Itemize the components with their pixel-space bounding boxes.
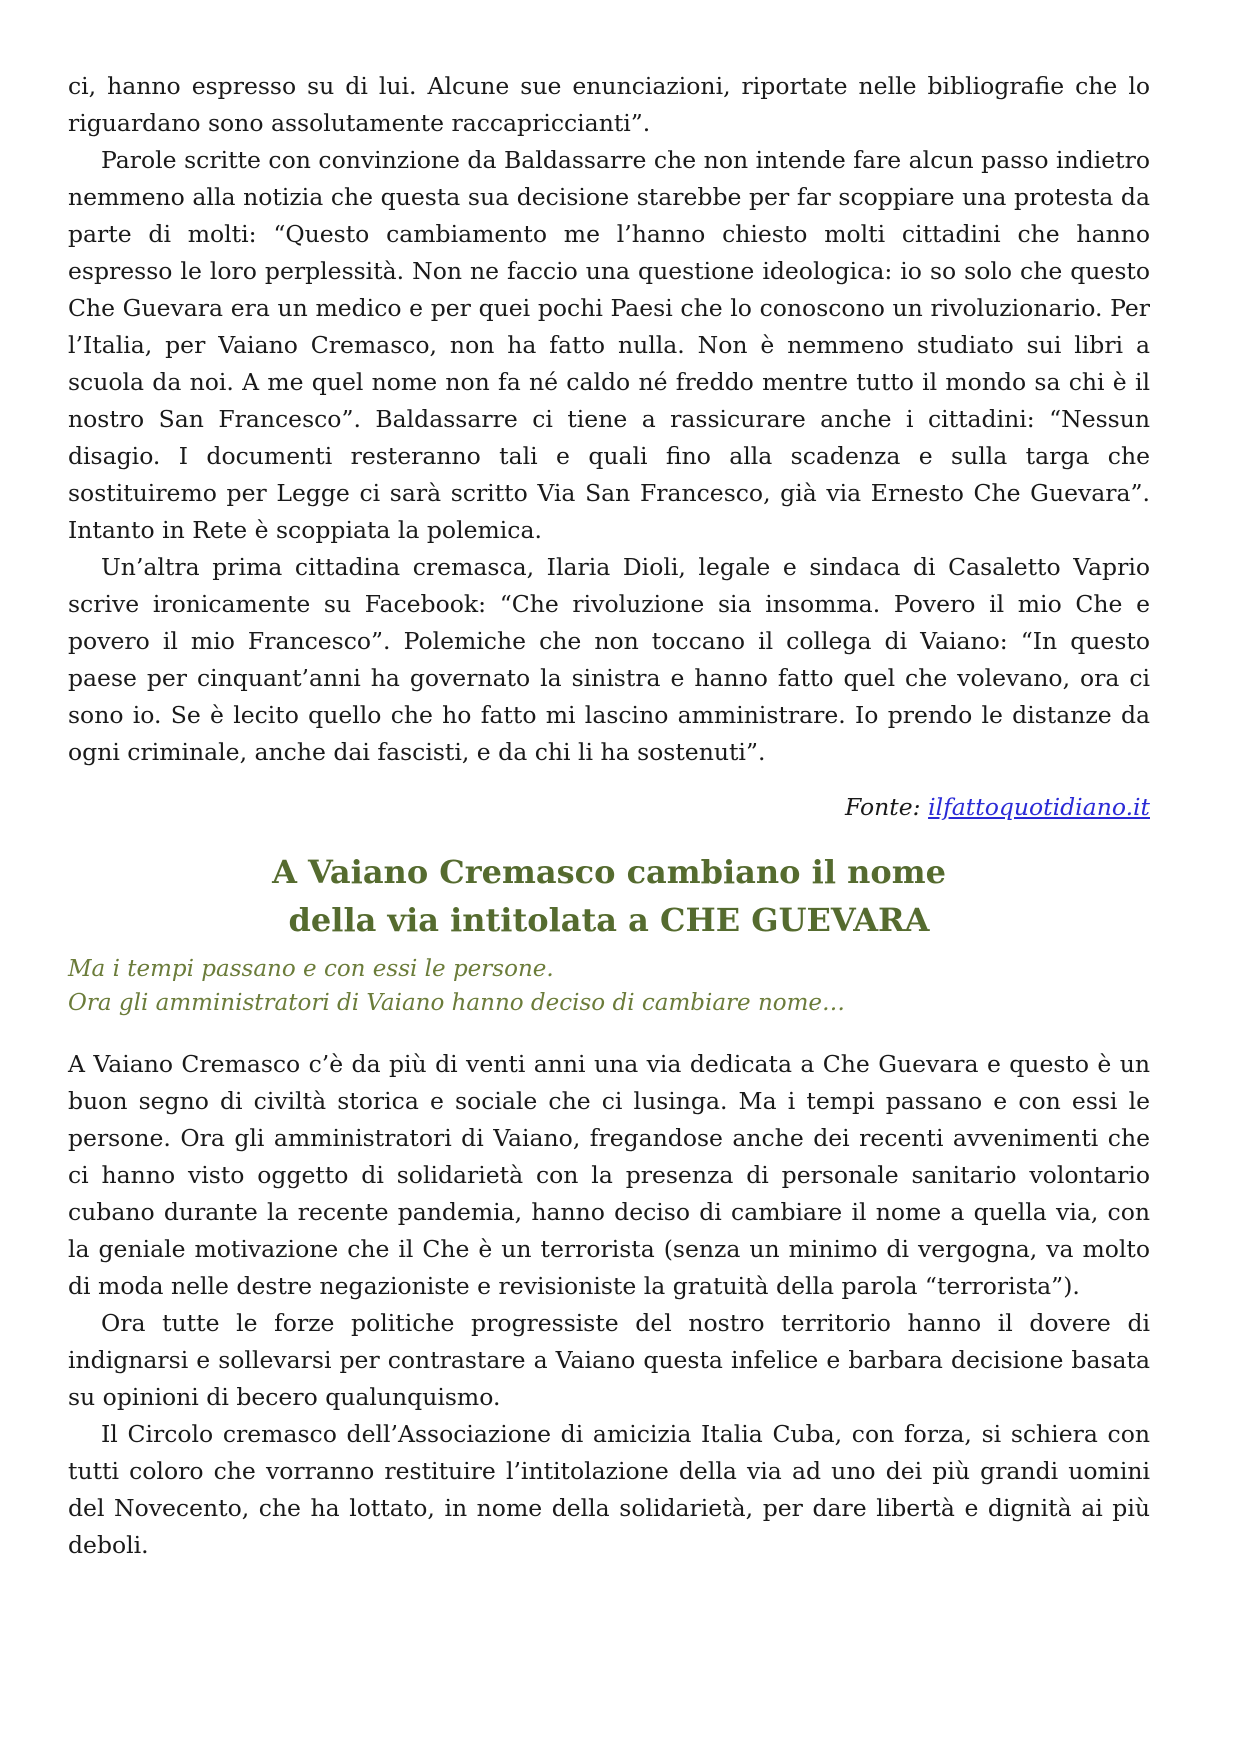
source-credit xyxy=(68,789,1150,826)
body-paragraph: Parole scritte con convinzione da Baldassarre che non intende fare alcun passo indietro nemmeno alla notizia che questa sua decisione starebbe per far scoppiare una protesta da parte di molti: “Questo cambiamento me l’hanno chiesto molti cittadini che hanno espresso le loro perplessità. Non ne faccio una questione ideologica: io so solo che questo Che Guevara era un medico e per quei pochi Paesi che lo conoscono un rivoluzionario. Per l’Italia, per Vaiano Cremasco, non ha fatto nulla. Non è nemmeno studiato sui libri a scuola da noi. A me quel nome non fa né caldo né freddo mentre tutto il mondo sa chi è il nostro San Francesco”. Baldassarre ci tiene a rassicurare anche i cittadini: “Nessun disagio. I documenti resteranno tali e quali fino alla scadenza e sulla targa che sostituiremo per Legge ci sarà scritto Via San Francesco, già via Ernesto Che Guevara”. Intanto in Rete è scoppiata la polemica. xyxy=(68,146,1150,544)
body-paragraph: A Vaiano Cremasco c’è da più di venti anni una via dedicata a Che Guevara e questo è un buon segno di civiltà storica e sociale che ci lusinga. Ma i tempi passano e con essi le persone. Ora gli amministratori di Vaiano, fregandose anche dei recenti avvenimenti che ci hanno visto oggetto di solidarietà con la presenza di personale sanitario volontario cubano durante la recente pandemia, hanno deciso di cambiare il nome a quella via, con la geniale motivazione che il Che è un terrorista (senza un minimo di vergogna, va molto di moda nelle destre negazioniste e revisioniste la gratuità della parola “terrorista”). xyxy=(68,1050,1150,1300)
subtitle-line-1: Ma i tempi passano e con essi le persone. xyxy=(68,956,554,982)
source-label: Fonte: xyxy=(845,793,921,821)
title-line-1: A Vaiano Cremasco cambiano il nome xyxy=(272,853,946,891)
body-paragraph: Il Circolo cremasco dell’Associazione di amicizia Italia Cuba, con forza, si schiera con tutti coloro che vorranno restituire l’intitolazione della via ad uno dei più grandi uomini del Novecento, che ha lottato, in nome della solidarietà, per dare libertà e dignità ai più deboli. xyxy=(68,1420,1150,1559)
article-subtitle xyxy=(68,952,1150,1020)
document-page xyxy=(68,68,1150,1564)
subtitle-line-2: Ora gli amministratori di Vaiano hanno deciso di cambiare nome… xyxy=(68,990,846,1016)
title-line-2: della via intitolata a CHE GUEVARA xyxy=(288,901,930,939)
continued-article xyxy=(68,68,1150,826)
article xyxy=(68,848,1150,1564)
article-body xyxy=(68,1046,1150,1564)
body-paragraph: ci, hanno espresso su di lui. Alcune sue enunciazioni, riportate nelle bibliografie che lo riguardano sono assolutamente raccapriccianti”. xyxy=(68,72,1150,137)
source-link[interactable]: ilfattoquotidiano.it xyxy=(928,793,1150,821)
article-title xyxy=(68,848,1150,944)
body-paragraph: Ora tutte le forze politiche progressiste del nostro territorio hanno il dovere di indignarsi e sollevarsi per contrastare a Vaiano questa infelice e barbara decisione basata su opinioni di becero qualunquismo. xyxy=(68,1309,1150,1411)
body-paragraph: Un’altra prima cittadina cremasca, Ilaria Dioli, legale e sindaca di Casaletto Vaprio scrive ironicamente su Facebook: “Che rivoluzione sia insomma. Povero il mio Che e povero il mio Francesco”. Polemiche che non toccano il collega di Vaiano: “In questo paese per cinquant’anni ha governato la sinistra e hanno fatto quel che volevano, ora ci sono io. Se è lecito quello che ho fatto mi lascino amministrare. Io prendo le distanze da ogni criminale, anche dai fascisti, e da chi li ha sostenuti”. xyxy=(68,553,1150,766)
